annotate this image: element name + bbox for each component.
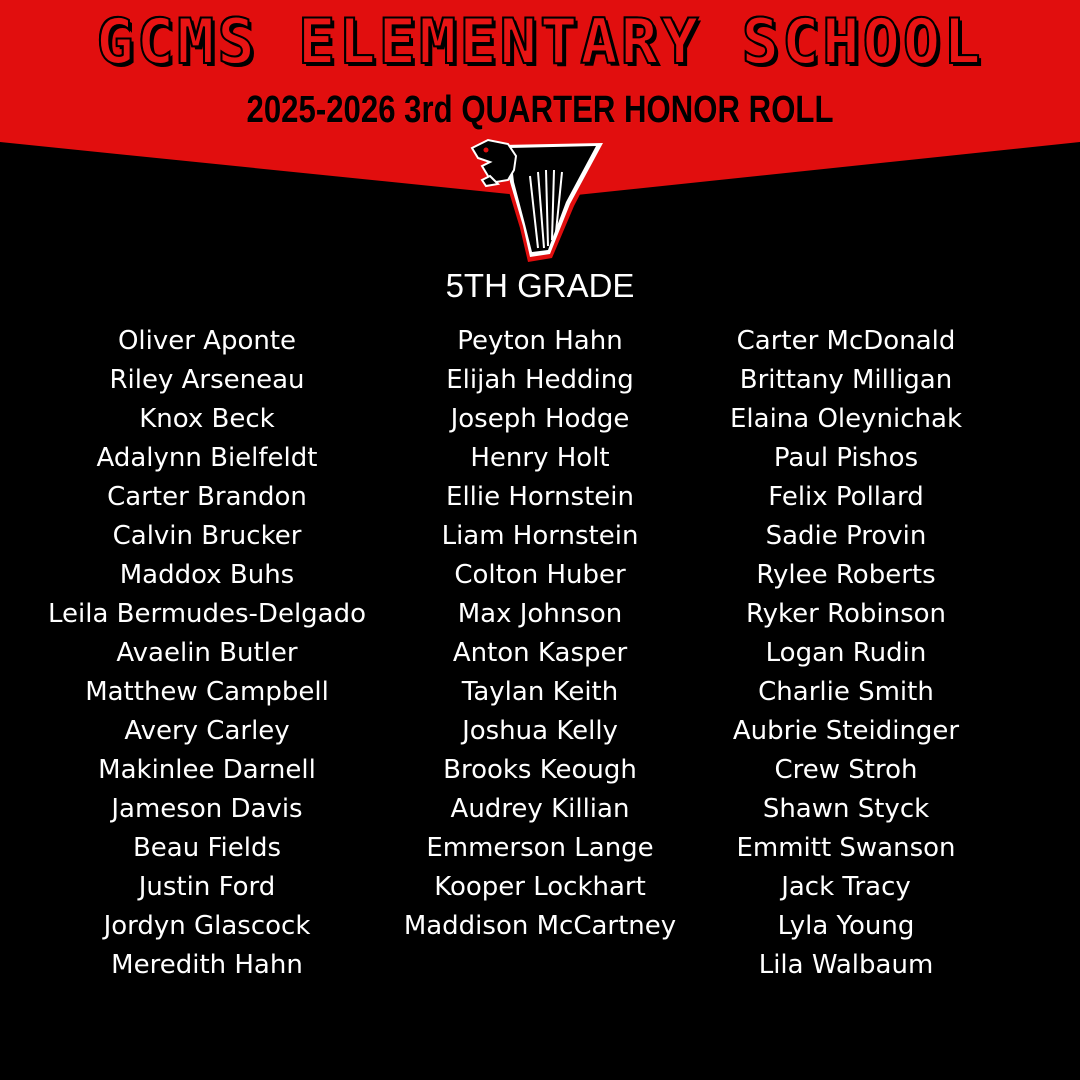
grade-title: 5TH GRADE [445, 267, 635, 304]
list-item: Liam Hornstein [441, 521, 639, 551]
name-column-2 [380, 322, 700, 946]
list-item: Max Johnson [457, 599, 623, 629]
list-item: Leila Bermudes-Delgado [47, 599, 367, 629]
list-item: Carter Brandon [107, 482, 307, 512]
list-item: Colton Huber [454, 560, 626, 590]
list-item: Matthew Campbell [85, 677, 329, 707]
list-item: Knox Beck [139, 404, 275, 434]
list-item: Brittany Milligan [739, 365, 953, 395]
list-item: Avaelin Butler [116, 638, 298, 668]
list-item: Oliver Aponte [117, 326, 297, 356]
list-item: Crew Stroh [774, 755, 918, 785]
list-item: Jordyn Glascock [103, 911, 311, 941]
list-item: Elaina Oleynichak [729, 404, 963, 434]
list-item: Avery Carley [124, 716, 290, 746]
falcon-mascot-icon [468, 136, 612, 264]
list-item: Rylee Roberts [756, 560, 936, 590]
list-item: Carter McDonald [736, 326, 956, 356]
list-item: Joseph Hodge [450, 404, 630, 434]
list-item: Maddison McCartney [403, 911, 677, 941]
list-item: Adalynn Bielfeldt [96, 443, 318, 473]
list-item: Logan Rudin [765, 638, 927, 668]
list-item: Lila Walbaum [758, 950, 934, 980]
list-item: Makinlee Darnell [98, 755, 316, 785]
list-item: Taylan Keith [461, 677, 619, 707]
list-item: Jameson Davis [111, 794, 303, 824]
list-item: Beau Fields [132, 833, 282, 863]
list-item: Audrey Killian [450, 794, 630, 824]
list-item: Justin Ford [138, 872, 276, 902]
list-item: Aubrie Steidinger [732, 716, 960, 746]
list-item: Joshua Kelly [462, 716, 618, 746]
list-item: Sadie Provin [765, 521, 927, 551]
list-item: Peyton Hahn [457, 326, 623, 356]
list-item: Ellie Hornstein [446, 482, 634, 512]
list-item: Emmitt Swanson [736, 833, 956, 863]
list-item: Emmerson Lange [426, 833, 654, 863]
list-item: Elijah Hedding [446, 365, 634, 395]
list-item: Paul Pishos [773, 443, 919, 473]
list-item: Felix Pollard [768, 482, 924, 512]
name-column-1 [17, 322, 397, 985]
list-item: Kooper Lockhart [434, 872, 646, 902]
list-item: Lyla Young [777, 911, 915, 941]
list-item: Charlie Smith [758, 677, 934, 707]
list-item: Calvin Brucker [112, 521, 302, 551]
list-item: Anton Kasper [452, 638, 628, 668]
name-column-3 [696, 322, 996, 985]
school-name: GCMS ELEMENTARY SCHOOL [96, 5, 984, 78]
list-item: Brooks Keough [443, 755, 637, 785]
list-item: Ryker Robinson [745, 599, 947, 629]
list-item: Meredith Hahn [111, 950, 303, 980]
list-item: Riley Arseneau [109, 365, 305, 395]
list-item: Maddox Buhs [119, 560, 295, 590]
list-item: Shawn Styck [762, 794, 930, 824]
list-item: Henry Holt [470, 443, 610, 473]
honor-roll-title: 2025-2026 3rd QUARTER HONOR ROLL [246, 89, 834, 131]
list-item: Jack Tracy [781, 872, 911, 902]
